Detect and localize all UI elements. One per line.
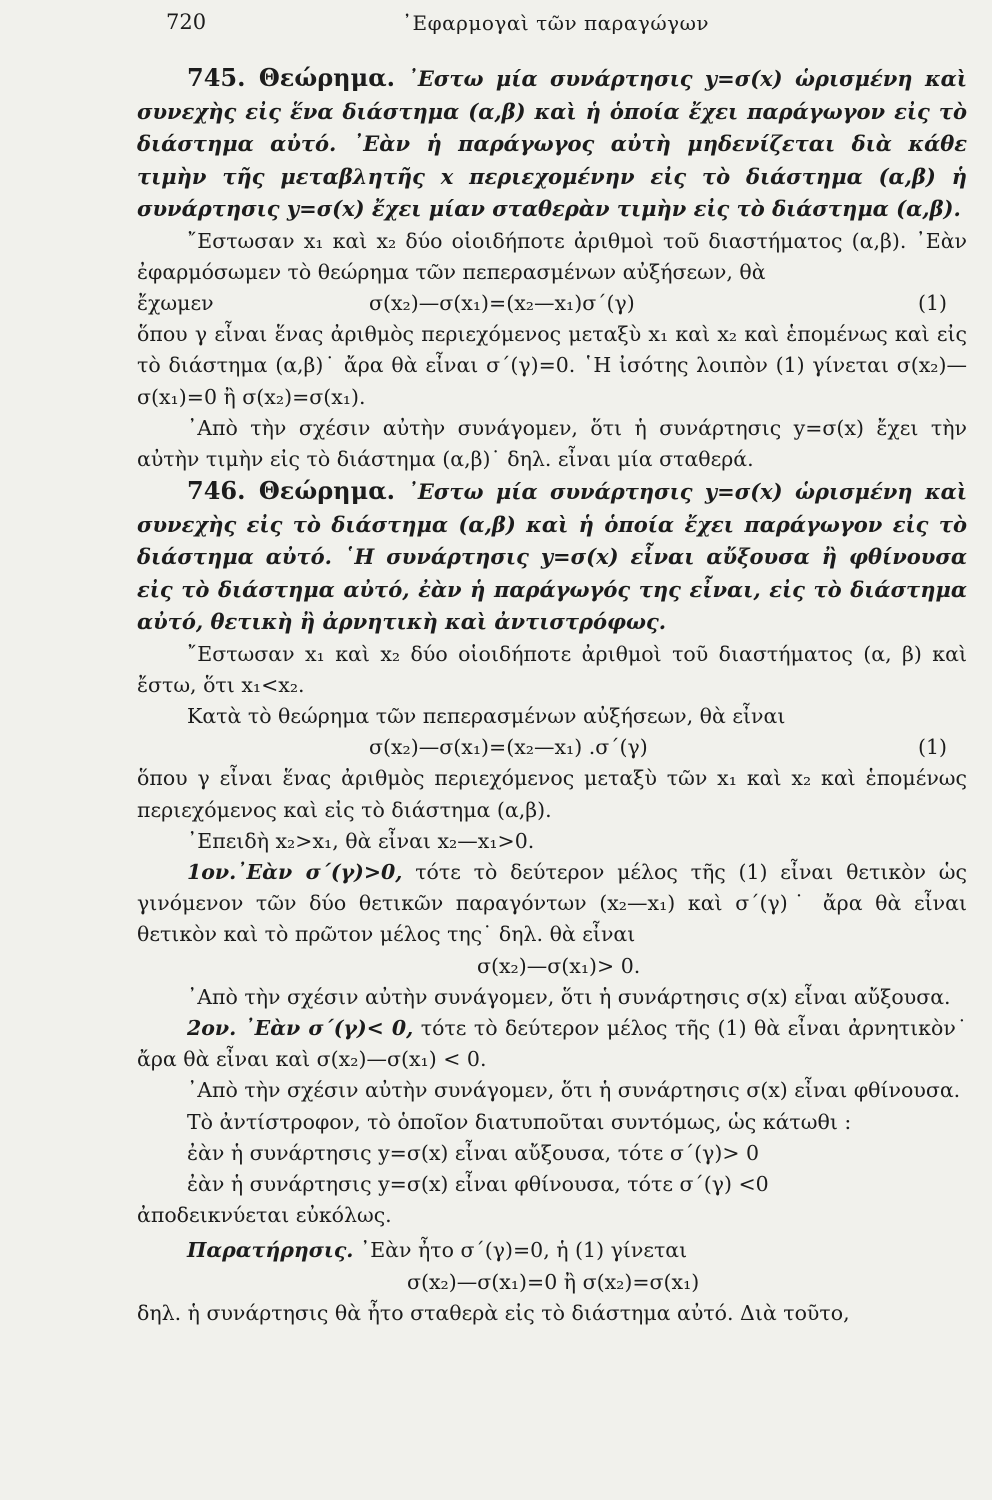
page-header: [0, 6, 992, 38]
case-1-label: 1ον.᾿Εὰν σ΄(γ)>0,: [187, 860, 403, 885]
case-2-text: τότε τὸ δεύτερον μέλος τῆς (1) θὰ εἶναι ἀρνητικὸν˙ ἄρα θὰ εἶναι καὶ σ(x₂)—σ(x₁) < 0.: [137, 1016, 967, 1072]
equation-1-number: (1): [917, 735, 947, 760]
case-1-text: τότε τὸ δεύτερον μέλος τῆς (1) εἶναι θετικὸν ὡς γινόμενον τῶν δύο θετικῶν παραγόντων (x₂—x₁) καὶ σ΄(γ)˙ ἄρα θὰ εἶναι θετικὸν καὶ τὸ πρῶτον μέλος της˙ δηλ. θὰ εἶναι: [137, 860, 967, 947]
case-1-conclusion: ᾿Απὸ τὴν σχέσιν αὐτὴν συνάγομεν, ὅτι ἡ συνάρτησις σ(x) εἶναι αὔξουσα.: [187, 984, 951, 1009]
running-head: ᾿Εφαρμογαὶ τῶν παραγώγων: [402, 11, 710, 35]
converse-end: ἀποδεικνύεται εὐκόλως.: [137, 1203, 392, 1228]
equation-1: σ(x₂)—σ(x₁)=(x₂—x₁)σ΄(γ): [369, 290, 635, 315]
proof-745-paragraph-1: ῎Εστωσαν x₁ καὶ x₂ δύο οἱοιδήποτε ἀριθμοὶ τοῦ διαστήματος (α,β). ᾿Εὰν ἐφαρμόσωμεν τὸ θεώρημα τῶν πεπερασμένων αὐξήσεων, θὰ: [137, 228, 967, 284]
equation-lead: ἔχωμεν: [137, 290, 214, 315]
page-number: 720: [166, 10, 207, 34]
remark-label: Παρατήρησις.: [187, 1238, 354, 1263]
theorem-746-number: 746. Θεώρημα.: [187, 476, 396, 506]
remark-equation-text: σ(x₂)—σ(x₁)=0 ἢ σ(x₂)=σ(x₁): [407, 1269, 700, 1294]
case-1-equation: [137, 951, 967, 982]
converse-line-2: ἐὰν ἡ συνάρτησις y=σ(x) εἶναι φθίνουσα, τότε σ΄(γ) <0: [187, 1172, 769, 1197]
theorem-745-number: 745. Θεώρημα.: [187, 63, 396, 92]
theorem-745-text: ᾿Εστω μία συνάρτησις y=σ(x) ὡρισμένη καὶ συνεχὴς εἰς ἕνα διάστημα (α,β) καὶ ἡ ὁποία ἔχει παράγωγον εἰς τὸ διάστημα αὐτό. ᾿Εὰν ἡ παράγωγος αὐτὴ μηδενίζεται διὰ κάθε τιμὴν τῆς μεταβλητῆς x περιεχομένην εἰς τὸ διάστημα (α,β) ἡ συνάρτησις y=σ(x) ἔχει μίαν σταθερὰν τιμὴν εἰς τὸ διάστημα (α,β).: [137, 66, 968, 221]
proof-746-paragraph-3: ὅπου γ εἶναι ἕνας ἀριθμὸς περιεχόμενος μεταξὺ τῶν x₁ καὶ x₂ καὶ ἑπομένως περιεχόμενος καὶ εἰς τὸ διάστημα (α,β).: [137, 766, 967, 822]
equation-1-number: (1): [917, 290, 947, 315]
case-2-conclusion: ᾿Απὸ τὴν σχέσιν αὐτὴν συνάγομεν, ὅτι ἡ συνάρτησις σ(x) εἶναι φθίνουσα.: [187, 1078, 961, 1103]
remark: [137, 1235, 967, 1266]
theorem-746-statement: [137, 475, 967, 639]
case-1: [137, 857, 967, 951]
proof-745-paragraph-2: ὅπου γ εἶναι ἕνας ἀριθμὸς περιεχόμενος μεταξὺ x₁ καὶ x₂ καὶ ἑπομένως καὶ εἰς τὸ διάστημα (α,β)˙ ἄρα θὰ εἶναι σ΄(γ)=0. ῾Η ἰσότης λοιπὸν (1) γίνεται σ(x₂)—σ(x₁)=0 ἢ σ(x₂)=σ(x₁).: [137, 322, 967, 409]
proof-745-paragraph-3: ᾿Απὸ τὴν σχέσιν αὐτὴν συνάγομεν, ὅτι ἡ συνάρτησις y=σ(x) ἔχει τὴν αὐτὴν τιμὴν εἰς τὸ διάστημα (α,β)˙ δηλ. εἶναι μία σταθερά.: [137, 415, 967, 471]
page-body: [137, 62, 967, 1329]
equation-1: σ(x₂)—σ(x₁)=(x₂—x₁) .σ΄(γ): [369, 735, 648, 760]
proof-745-equation-1: [137, 288, 967, 319]
proof-746-paragraph-1: ῎Εστωσαν x₁ καὶ x₂ δύο οἱοιδήποτε ἀριθμοὶ τοῦ διαστήματος (α, β) καὶ ἔστω, ὅτι x₁<x₂.: [137, 641, 967, 697]
proof-746-paragraph-2: Κατὰ τὸ θεώρημα τῶν πεπερασμένων αὐξήσεων, θὰ εἶναι: [187, 704, 786, 729]
remark-text: ᾿Εὰν ἦτο σ΄(γ)=0, ἡ (1) γίνεται: [353, 1238, 688, 1263]
converse-line-1: ἐὰν ἡ συνάρτησις y=σ(x) εἶναι αὔξουσα, τότε σ΄(γ)> 0: [187, 1140, 760, 1165]
remark-equation: [137, 1267, 967, 1298]
case-2: [137, 1013, 967, 1075]
proof-746-paragraph-4: ᾿Επειδὴ x₂>x₁, θὰ εἶναι x₂—x₁>0.: [187, 828, 535, 853]
theorem-746-text: ᾿Εστω μία συνάρτησις y=σ(x) ὡρισμένη καὶ συνεχὴς εἰς τὸ διάστημα (α,β) καὶ ἡ ὁποία ἔχει παράγωγον εἰς τὸ διάστημα αὐτό. ῾Η συνάρτησις y=σ(x) εἶναι αὔξουσα ἢ φθίνουσα εἰς τὸ διάστημα αὐτό, ἐὰν ἡ παράγωγός της εἶναι, εἰς τὸ διάστημα αὐτό, θετικὴ ἢ ἀρνητικὴ καὶ ἀντιστρόφως.: [137, 479, 968, 635]
converse-intro: Τὸ ἀντίστροφον, τὸ ὁποῖον διατυποῦται συντόμως, ὡς κάτωθι :: [187, 1109, 852, 1134]
theorem-745-statement: [137, 62, 967, 226]
case-2-label: 2ον. ᾿Εὰν σ΄(γ)< 0,: [187, 1016, 414, 1041]
proof-746-equation-1: [137, 732, 967, 763]
case-1-inequality: σ(x₂)—σ(x₁)> 0.: [477, 953, 641, 978]
remark-last-line: δηλ. ἡ συνάρτησις θὰ ἦτο σταθερὰ εἰς τὸ διάστημα αὐτό. Διὰ τοῦτο,: [137, 1300, 850, 1325]
